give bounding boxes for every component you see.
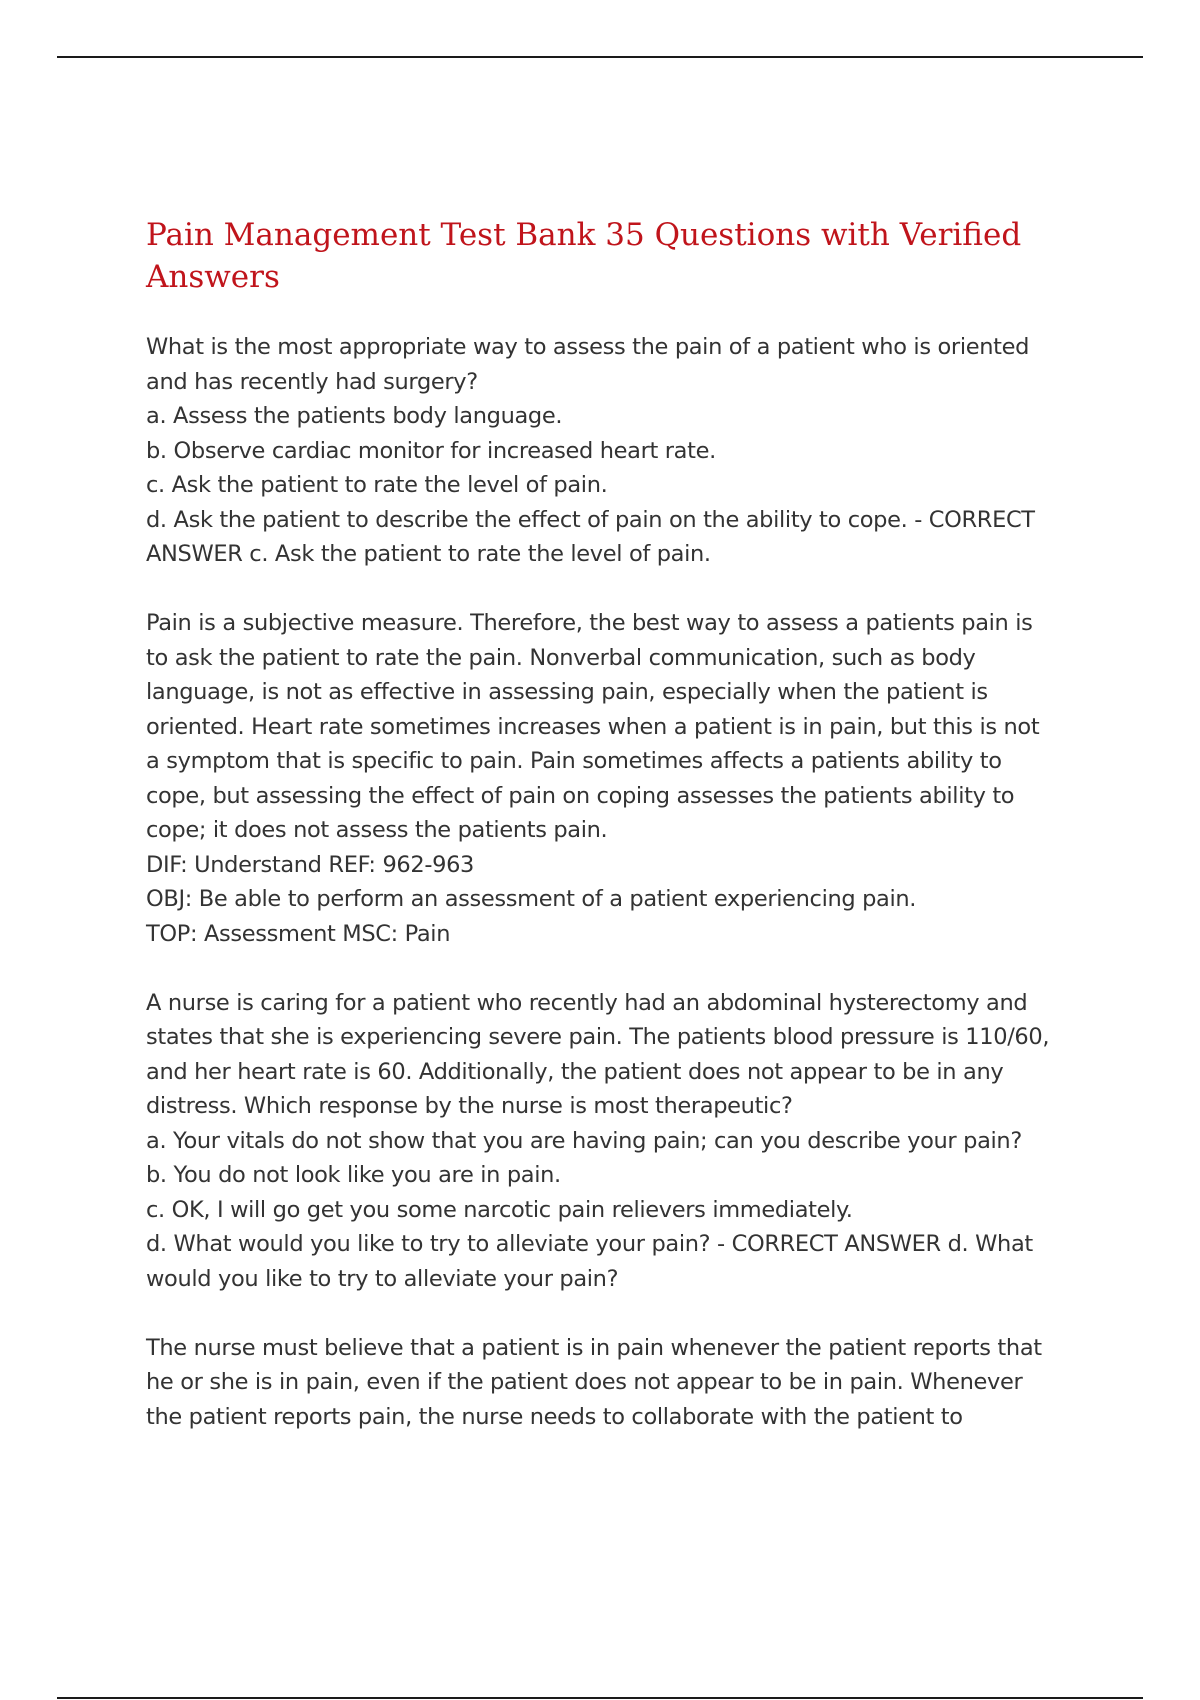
rationale-1-line: cope; it does not assess the patients pain. <box>146 817 608 843</box>
question-1-option-b: b. Observe cardiac monitor for increased heart rate. <box>146 437 716 464</box>
question-2-option-a: a. Your vitals do not show that you are having pain; can you describe your pain? <box>146 1127 1022 1154</box>
question-1-option-a: a. Assess the patients body language. <box>146 403 563 429</box>
question-2-text-line: A nurse is caring for a patient who recently had an abdominal hysterectomy and <box>146 989 1028 1016</box>
question-1 <box>146 330 1096 572</box>
title-line-1: Pain Management Test Bank 35 Questions with Verified <box>146 217 1022 253</box>
question-2-option-d-answer: d. What would you like to try to alleviate your pain? - CORRECT ANSWER d. What <box>146 1231 1033 1257</box>
paragraph-gap <box>146 951 1096 986</box>
rationale-1-line: language, is not as effective in assessing pain, especially when the patient is <box>146 679 988 705</box>
document-body <box>146 214 1096 1434</box>
question-1-text-line: What is the most appropriate way to assess the pain of a patient who is oriented <box>146 334 1030 360</box>
bottom-rule <box>57 1697 1143 1699</box>
question-1-option-d-answer: d. Ask the patient to describe the effect of pain on the ability to cope. - CORRECT <box>146 506 1035 533</box>
question-1-option-c: c. Ask the patient to rate the level of pain. <box>146 472 608 498</box>
rationale-1-topic: TOP: Assessment MSC: Pain <box>146 920 451 947</box>
rationale-2-line: he or she is in pain, even if the patient does not appear to be in pain. Whenever <box>146 1369 1023 1395</box>
question-2 <box>146 986 1096 1297</box>
top-rule <box>57 56 1143 58</box>
rationale-1-line: Pain is a subjective measure. Therefore, the best way to assess a patients pain is <box>146 610 1033 636</box>
paragraph-gap <box>146 1296 1096 1331</box>
question-2-option-c: c. OK, I will go get you some narcotic pain relievers immediately. <box>146 1196 853 1223</box>
title-line-2: Answers <box>146 259 280 295</box>
question-2-correct-answer: would you like to try to alleviate your pain? <box>146 1265 619 1292</box>
rationale-1-line: to ask the patient to rate the pain. Nonverbal communication, such as body <box>146 644 976 671</box>
rationale-1-line: oriented. Heart rate sometimes increases when a patient is in pain, but this is not <box>146 713 1040 740</box>
rationale-2 <box>146 1331 1096 1435</box>
question-2-text-line: and her heart rate is 60. Additionally, the patient does not appear to be in any <box>146 1058 1004 1085</box>
question-2-text-line: states that she is experiencing severe pain. The patients blood pressure is 110/60, <box>146 1024 1050 1050</box>
rationale-2-line: The nurse must believe that a patient is in pain whenever the patient reports that <box>146 1334 1042 1361</box>
rationale-2-line: the patient reports pain, the nurse needs to collaborate with the patient to <box>146 1403 963 1430</box>
rationale-1-line: a symptom that is specific to pain. Pain sometimes affects a patients ability to <box>146 748 1002 774</box>
document-title <box>146 214 1096 298</box>
question-1-correct-answer: ANSWER c. Ask the patient to rate the level of pain. <box>146 541 711 567</box>
rationale-1-line: cope, but assessing the effect of pain on coping assesses the patients ability to <box>146 782 1015 809</box>
paragraph-gap <box>146 572 1096 607</box>
question-1-text-line: and has recently had surgery? <box>146 368 478 395</box>
question-2-option-b: b. You do not look like you are in pain. <box>146 1162 561 1188</box>
rationale-1 <box>146 606 1096 951</box>
rationale-1-dif-ref: DIF: Understand REF: 962-963 <box>146 851 475 878</box>
rationale-1-objective: OBJ: Be able to perform an assessment of a patient experiencing pain. <box>146 886 917 912</box>
question-2-text-line: distress. Which response by the nurse is most therapeutic? <box>146 1093 793 1119</box>
